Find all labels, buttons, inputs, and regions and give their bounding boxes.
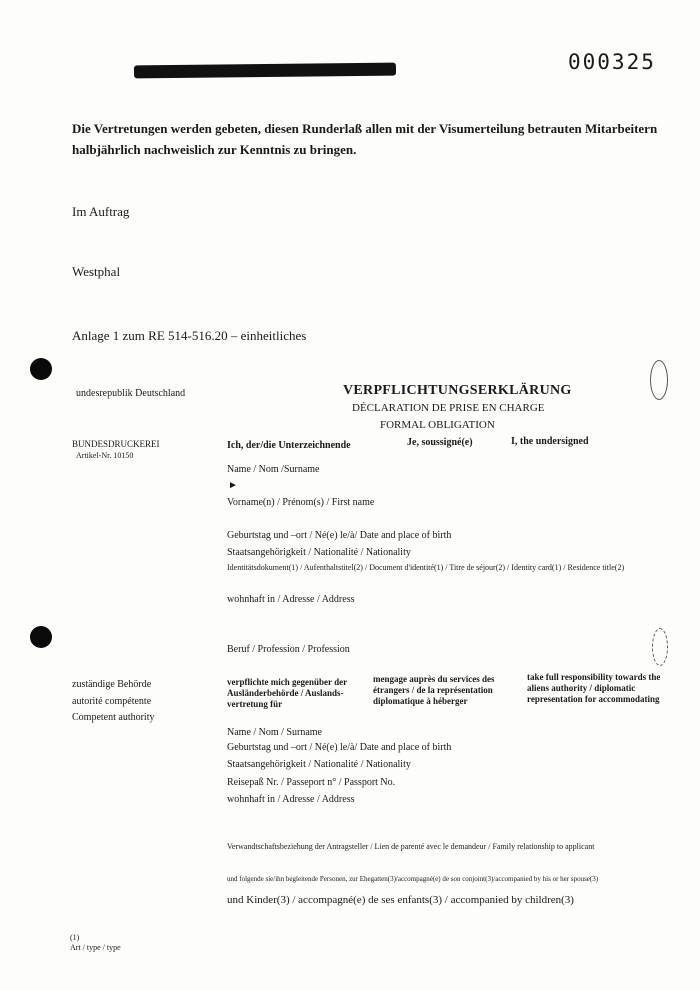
form-title-en: FORMAL OBLIGATION [380, 419, 495, 431]
redaction-bar [134, 63, 396, 79]
guest-address: wohnhaft in / Adresse / Address [227, 794, 355, 805]
relationship-label: Verwandtschaftsbeziehung der Antragsteller / Lien de parenté avec le demandeur / Family relationship to applicant [227, 842, 595, 851]
guest-birth: Geburtstag und –ort / Né(e) le/à/ Date and place of birth [227, 742, 452, 753]
field-name: Name / Nom /Surname [227, 464, 320, 475]
field-nationality: Staatsangehörigkeit / Nationalité / Nationality [227, 547, 411, 558]
article-number: Artikel-Nr. 10150 [76, 451, 134, 460]
im-auftrag: Im Auftrag [72, 204, 130, 219]
field-identity: Identitätsdokument(1) / Aufenthaltstitel(2) / Document d'identité(1) / Titre de séjour(2) / Identity card(1) / Residence title(2) [227, 563, 625, 572]
guest-nationality: Staatsangehörigkeit / Nationalité / Nationality [227, 759, 411, 770]
undersigned-en: I, the undersigned [511, 436, 589, 447]
footnote-number: (1) [70, 933, 80, 942]
stamp-mark [650, 360, 668, 400]
intro-paragraph: Die Vertretungen werden gebeten, diesen Runderlaß allen mit der Visumerteilung betrauten Mitarbeitern halbjährlich nachweislich zur Kenntnis zu bringen. [72, 121, 658, 157]
form-title-fr: DÉCLARATION DE PRISE EN CHARGE [352, 402, 545, 414]
guest-passport: Reisepaß Nr. / Passeport n° / Passport No. [227, 777, 396, 788]
printer-label: BUNDESDRUCKEREI [72, 439, 160, 449]
field-birth: Geburtstag und –ort / Né(e) le/à/ Date and place of birth [227, 530, 452, 541]
signer-name: Westphal [72, 264, 121, 279]
guest-name: Name / Nom / Surname [227, 727, 322, 738]
country-label: undesrepublik Deutschland [76, 388, 186, 399]
arrow-icon: ► [228, 480, 238, 491]
authority-en: Competent authority [72, 712, 155, 723]
field-profession: Beruf / Profession / Profession [227, 644, 350, 655]
obligation-en: take full responsibility towards the aliens authority / diplomatic representation for accommodating [527, 672, 661, 704]
punch-hole [30, 626, 52, 648]
undersigned-fr: Je, soussigné(e) [407, 437, 473, 448]
field-vorname: Vorname(n) / Prénom(s) / First name [227, 497, 375, 508]
stamp-mark [652, 628, 668, 666]
punch-hole [30, 358, 52, 380]
obligation-de: verpflichte mich gegenüber der Ausländerbehörde / Auslands-vertretung für [227, 677, 347, 709]
footnote-text: Art / type / type [70, 943, 121, 952]
accompany-label: und folgende sie/ihn begleitende Personen, zur Ehegatten(3)/accompagné(e) de son conjoint(3)/accompanied by his or her spouse(3) [227, 875, 599, 883]
field-address: wohnhaft in / Adresse / Address [227, 594, 355, 605]
anlage-reference: Anlage 1 zum RE 514-516.20 – einheitliches [72, 328, 307, 343]
authority-fr: autorité compétente [72, 696, 152, 707]
children-label: und Kinder(3) / accompagné(e) de ses enfants(3) / accompanied by children(3) [227, 894, 574, 906]
authority-de: zuständige Behörde [72, 679, 152, 690]
obligation-fr: mengage auprès du services des étrangers / de la représentation diplomatique à héberger [373, 674, 495, 706]
form-title: VERPFLICHTUNGSERKLÄRUNG [343, 383, 572, 398]
document-number: 000325 [568, 50, 656, 74]
undersigned-de: Ich, der/die Unterzeichnende [227, 440, 351, 451]
